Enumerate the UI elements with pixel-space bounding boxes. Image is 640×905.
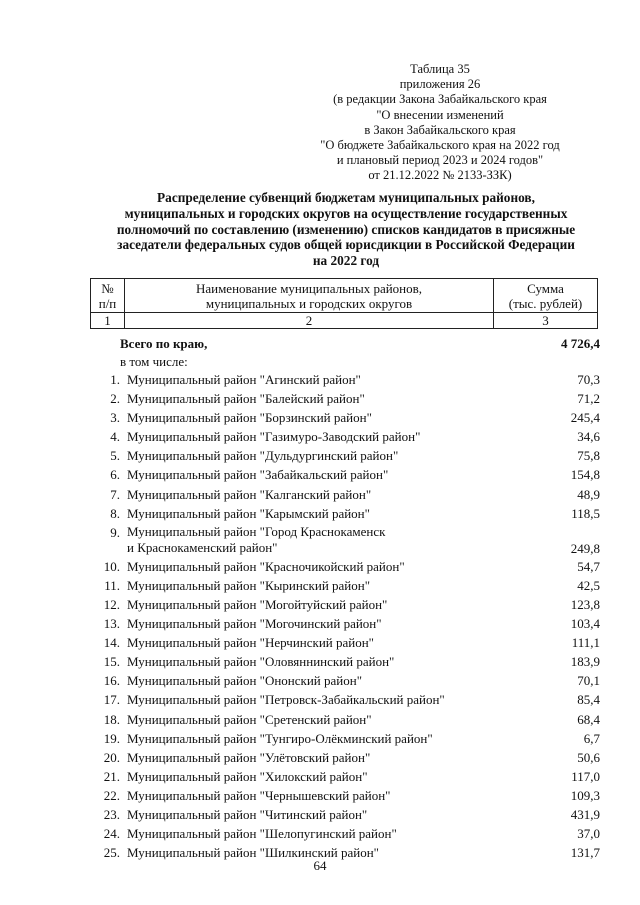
appendix-header (290, 62, 590, 184)
row-name: Муниципальный район "Сретенский район" (127, 711, 372, 727)
row-number: 11. (104, 577, 120, 593)
table-row (96, 710, 600, 729)
row-value: 118,5 (571, 505, 600, 521)
table-row (96, 370, 600, 389)
table-header (90, 278, 598, 329)
table-row (96, 465, 600, 484)
table-row (96, 523, 600, 557)
row-number: 20. (103, 749, 120, 765)
row-value: 75,8 (577, 448, 600, 464)
row-number: 18. (103, 711, 120, 727)
page-number: 64 (313, 858, 327, 873)
row-value: 183,9 (570, 654, 600, 670)
table-row (96, 595, 600, 614)
row-name (127, 524, 385, 556)
title-line: Распределение субвенций бюджетам муниципальных районов, (157, 190, 535, 205)
row-number: 15. (103, 654, 120, 670)
row-name: Муниципальный район "Улётовский район" (127, 749, 371, 765)
header-num-line2: п/п (98, 295, 117, 311)
row-name: Муниципальный район "Борзинский район" (127, 410, 372, 426)
row-number: 23. (103, 806, 120, 822)
header-name-line2: муниципальных и городских округов (205, 295, 413, 311)
row-name: Муниципальный район "Ононский район" (127, 673, 363, 689)
subtotal-row (96, 353, 600, 370)
row-value: 68,4 (577, 711, 600, 727)
title-line: полномочий по составлению (изменению) списков кандидатов в присяжные (116, 221, 576, 237)
row-number: 12. (103, 596, 120, 612)
row-name: Муниципальный район "Могойтуйский район" (127, 596, 388, 612)
row-value: 245,4 (570, 410, 600, 426)
table-row (96, 690, 600, 709)
column-number-3: 3 (494, 313, 598, 329)
row-value: 431,9 (570, 806, 600, 822)
row-name-line1: Муниципальный район "Город Краснокаменск (127, 523, 386, 539)
row-value: 70,1 (577, 673, 600, 689)
row-value: 37,0 (577, 826, 600, 842)
table-row (96, 389, 600, 408)
row-name: Муниципальный район "Могочинский район" (127, 616, 382, 632)
header-line: приложения 26 (399, 77, 481, 92)
row-number: 14. (103, 635, 120, 651)
row-value: 54,7 (577, 558, 600, 574)
row-name: Муниципальный район "Хилокский район" (127, 768, 368, 784)
table-row (96, 504, 600, 523)
row-value: 6,7 (583, 730, 600, 746)
table-row (96, 633, 600, 652)
row-number: 9. (110, 524, 120, 540)
row-number: 24. (103, 826, 120, 842)
row-value: 85,4 (577, 692, 600, 708)
row-value: 103,4 (570, 616, 600, 632)
column-number-2: 2 (125, 313, 494, 329)
total-value: 4 726,4 (561, 336, 600, 351)
row-number: 2. (110, 391, 120, 407)
column-number-1: 1 (91, 313, 125, 329)
row-name: Муниципальный район "Шилкинский район" (127, 845, 379, 861)
header-line: Таблица 35 (410, 62, 470, 76)
row-value: 42,5 (577, 577, 600, 593)
table-row (96, 786, 600, 805)
title-line: на 2022 год (312, 253, 380, 269)
title-line: муниципальных и городских округов на осуществление государственных (124, 205, 568, 221)
row-number: 21. (103, 768, 120, 784)
row-value: 70,3 (577, 372, 600, 387)
row-name: Муниципальный район "Карымский район" (127, 505, 370, 521)
row-name: Муниципальный район "Дульдургинский район" (127, 448, 399, 464)
row-name: Муниципальный район "Газимуро-Заводский район" (127, 429, 421, 445)
row-name: Муниципальный район "Тунгиро-Олёкминский район" (127, 730, 433, 746)
row-number: 17. (103, 692, 120, 708)
header-sum-cell (494, 279, 598, 313)
row-number: 10. (103, 558, 120, 574)
header-num-line1: № (101, 280, 114, 296)
row-value: 34,6 (577, 429, 600, 445)
header-line: (в редакции Закона Забайкальского края (333, 92, 547, 107)
table-row (96, 614, 600, 633)
row-number: 5. (110, 448, 120, 464)
row-number: 7. (110, 486, 120, 502)
row-name: Муниципальный район "Читинский район" (127, 806, 368, 822)
row-number: 8. (110, 505, 120, 521)
table-row (96, 408, 600, 427)
row-value: 71,2 (577, 391, 600, 407)
header-name-line1: Наименование муниципальных районов, (195, 280, 423, 296)
row-name: Муниципальный район "Балейский район" (127, 391, 365, 407)
row-value: 123,8 (570, 596, 600, 612)
row-number: 13. (103, 616, 120, 632)
row-number: 6. (110, 467, 120, 483)
row-value: 48,9 (577, 486, 600, 502)
row-name-line2: и Краснокаменский район" (127, 539, 278, 555)
row-value: 131,7 (570, 845, 600, 861)
row-name: Муниципальный район "Красночикойский район" (127, 558, 405, 574)
row-name: Муниципальный район "Нерчинский район" (127, 635, 374, 651)
total-label: Всего по краю, (120, 336, 208, 351)
table-row (96, 427, 600, 446)
table-row (96, 652, 600, 671)
table-row (96, 446, 600, 465)
row-name: Муниципальный район "Чернышевский район" (127, 787, 391, 803)
header-line: в Закон Забайкальского края (364, 122, 516, 137)
row-number: 22. (103, 787, 120, 803)
row-value: 109,3 (570, 787, 600, 803)
table-row (96, 805, 600, 824)
table-row (96, 576, 600, 595)
header-name-cell (125, 279, 494, 313)
row-number: 1. (110, 372, 120, 387)
header-line: и плановый период 2023 и 2024 годов" (336, 153, 544, 168)
row-name: Муниципальный район "Калганский район" (127, 486, 372, 502)
row-value: 50,6 (577, 749, 600, 765)
table-row (96, 748, 600, 767)
row-number: 25. (103, 845, 120, 861)
row-value: 111,1 (571, 635, 600, 651)
document-title (96, 190, 596, 269)
header-num-cell (91, 279, 125, 313)
table-row (96, 824, 600, 843)
row-name: Муниципальный район "Шелопугинский район" (127, 826, 397, 842)
row-name: Муниципальный район "Агинский район" (127, 372, 361, 387)
table-row (96, 557, 600, 576)
header-sum-line2: (тыс. рублей) (508, 295, 583, 311)
table-row (96, 485, 600, 504)
total-row (96, 335, 600, 353)
row-number: 19. (103, 730, 120, 746)
row-number: 16. (103, 673, 120, 689)
row-number: 3. (110, 410, 120, 426)
row-value: 154,8 (570, 467, 600, 483)
subtotal-label: в том числе: (120, 354, 188, 369)
table-row (96, 729, 600, 748)
header-line: от 21.12.2022 № 2133-ЗЗК) (368, 168, 512, 183)
row-name: Муниципальный район "Оловяннинский район" (127, 654, 395, 670)
table-row (96, 671, 600, 690)
row-value: 117,0 (571, 768, 600, 784)
row-name: Муниципальный район "Забайкальский район" (127, 467, 389, 483)
header-line: "О бюджете Забайкальского края на 2022 год (320, 138, 560, 153)
header-line: "О внесении изменений (376, 107, 504, 122)
row-number: 4. (110, 429, 120, 445)
header-sum-line1: Сумма (527, 280, 564, 296)
title-line: заседатели федеральных судов общей юрисдикции в Российской Федерации (117, 237, 575, 253)
table-body (96, 335, 600, 862)
row-name: Муниципальный район "Кыринский район" (127, 577, 371, 593)
table-row (96, 767, 600, 786)
row-name: Муниципальный район "Петровск-Забайкальский район" (127, 692, 445, 708)
row-value: 249,8 (570, 540, 600, 556)
